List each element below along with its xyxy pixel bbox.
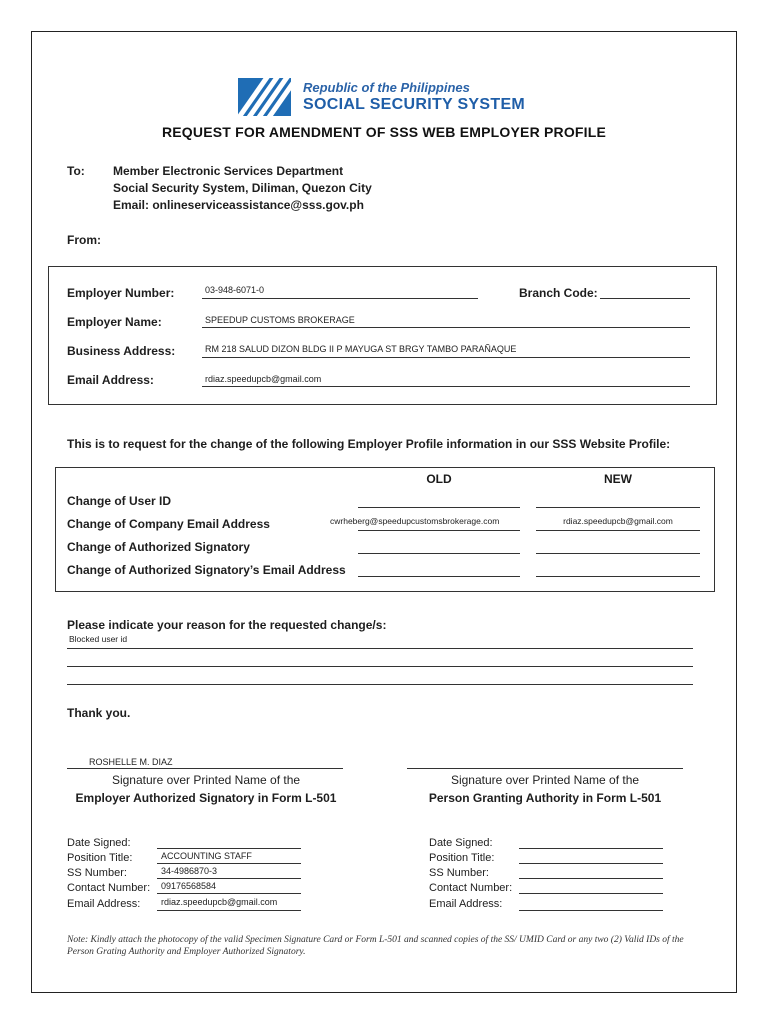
position-title-label: Position Title: [67, 852, 133, 864]
business-address-label: Business Address: [67, 344, 176, 358]
old-value-field[interactable]: cwrheberg@speedupcustomsbrokerage.com [330, 516, 500, 526]
contact-number-field[interactable] [519, 893, 663, 894]
thank-you-text: Thank you. [67, 706, 131, 720]
date-signed-label: Date Signed: [429, 837, 493, 849]
business-address-value[interactable]: RM 218 SALUD DIZON BLDG II P MAYUGA ST BRGY TAMBO PARAÑAQUE [205, 344, 517, 354]
reason-label: Please indicate your reason for the requested change/s: [67, 618, 387, 632]
date-signed-field[interactable] [519, 848, 663, 849]
contact-number-line [157, 893, 301, 894]
employer-name-value[interactable]: SPEEDUP CUSTOMS BROKERAGE [205, 315, 355, 325]
page-title: REQUEST FOR AMENDMENT OF SSS WEB EMPLOYER PROFILE [161, 124, 607, 140]
ss-number-label: SS Number: [429, 867, 489, 879]
contact-number-label: Contact Number: [429, 882, 513, 894]
org-subtitle: Republic of the Philippines [303, 80, 470, 95]
change-row-label: Change of Company Email Address [67, 517, 270, 531]
date-signed-field[interactable] [157, 848, 301, 849]
old-value-field[interactable] [358, 576, 520, 577]
position-title-line [157, 863, 301, 864]
email-field[interactable] [519, 910, 663, 911]
new-column-header: NEW [604, 472, 632, 486]
to-label: To: [67, 164, 85, 178]
signature-caption-right-2: Person Granting Authority in Form L-501 [428, 791, 662, 805]
old-value-line [358, 530, 520, 531]
change-row-label: Change of User ID [67, 494, 172, 508]
email-address-line [202, 386, 690, 387]
email-label: Email Address: [429, 898, 503, 910]
signature-line-right[interactable] [407, 768, 683, 769]
branch-code-label: Branch Code: [519, 286, 598, 300]
old-value-field[interactable] [358, 507, 520, 508]
ss-number-field[interactable] [519, 878, 663, 879]
reason-value[interactable]: Blocked user id [69, 634, 128, 644]
position-title-label: Position Title: [429, 852, 495, 864]
signatory-printed-name[interactable]: ROSHELLE M. DIAZ [89, 757, 173, 767]
reason-line-1 [67, 648, 693, 649]
change-row-label: Change of Authorized Signatory [67, 540, 250, 554]
employer-number-label: Employer Number: [67, 286, 175, 300]
employer-name-line [202, 327, 690, 328]
new-value-line [536, 530, 700, 531]
to-line-1: Member Electronic Services Department [113, 164, 344, 178]
position-title-value[interactable]: ACCOUNTING STAFF [161, 851, 252, 861]
business-address-line [202, 357, 690, 358]
signature-caption-right-1: Signature over Printed Name of the [450, 773, 640, 787]
email-label: Email Address: [67, 898, 141, 910]
new-value-field[interactable] [536, 553, 700, 554]
to-line-3: Email: onlineserviceassistance@sss.gov.ph [113, 198, 364, 212]
new-value-field[interactable] [536, 507, 700, 508]
new-value-field[interactable]: rdiaz.speedupcb@gmail.com [563, 516, 673, 526]
email-line [157, 910, 301, 911]
branch-code-field[interactable] [600, 298, 690, 299]
signature-caption-left-2: Employer Authorized Signatory in Form L-501 [75, 791, 337, 805]
sss-logo-icon [238, 78, 291, 116]
email-address-label: Email Address: [67, 373, 154, 387]
old-column-header: OLD [426, 472, 452, 486]
employer-number-line [202, 298, 478, 299]
ss-number-label: SS Number: [67, 867, 127, 879]
position-title-field[interactable] [519, 863, 663, 864]
signature-caption-left-1: Signature over Printed Name of the [111, 773, 301, 787]
change-row-label: Change of Authorized Signatory’s Email Address [67, 563, 346, 577]
ss-number-value[interactable]: 34-4986870-3 [161, 866, 218, 876]
email-address-value[interactable]: rdiaz.speedupcb@gmail.com [205, 374, 322, 384]
employer-name-label: Employer Name: [67, 315, 162, 329]
footer-note: Note: Kindly attach the photocopy of the valid Specimen Signature Card or Form L-501 and scanned copies of the SS/ UMID Card or any two (2) Valid IDs of the Person Grating Authority and Employer Authorized Signatory. [67, 935, 684, 957]
contact-number-value[interactable]: 09176568584 [161, 881, 217, 891]
reason-line-2[interactable] [67, 666, 693, 667]
old-value-field[interactable] [358, 553, 520, 554]
from-label: From: [67, 233, 101, 247]
email-value[interactable]: rdiaz.speedupcb@gmail.com [161, 897, 278, 907]
contact-number-label: Contact Number: [67, 882, 151, 894]
date-signed-label: Date Signed: [67, 837, 131, 849]
signature-line-left [67, 768, 343, 769]
ss-number-line [157, 878, 301, 879]
new-value-field[interactable] [536, 576, 700, 577]
employer-number-value[interactable]: 03-948-6071-0 [205, 285, 265, 295]
org-name: SOCIAL SECURITY SYSTEM [303, 96, 526, 113]
to-line-2: Social Security System, Diliman, Quezon City [113, 181, 372, 195]
change-intro: This is to request for the change of the following Employer Profile information in our SSS Website Profile: [67, 437, 671, 451]
reason-line-3[interactable] [67, 684, 693, 685]
